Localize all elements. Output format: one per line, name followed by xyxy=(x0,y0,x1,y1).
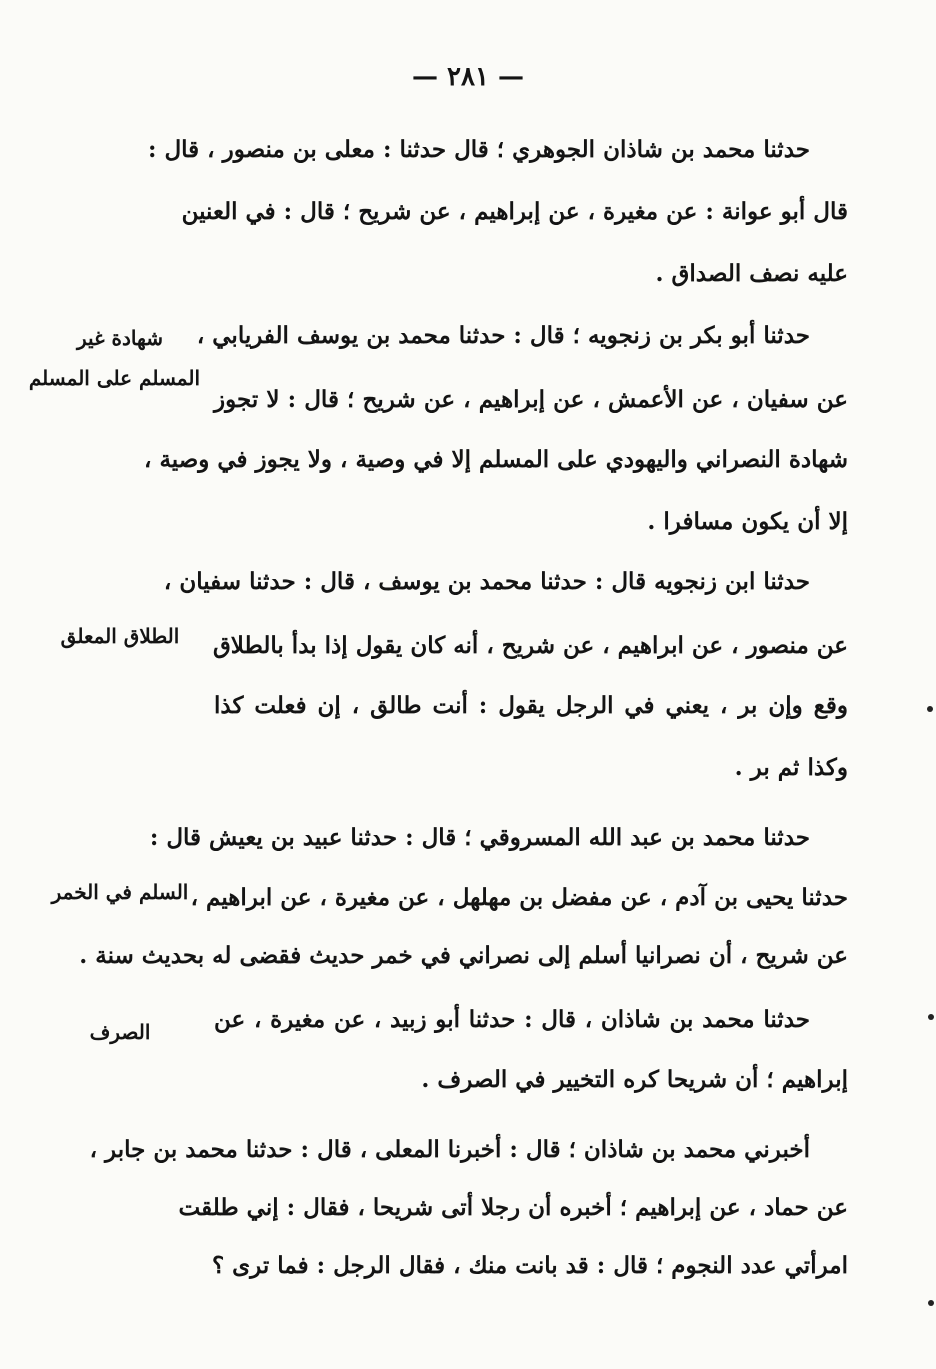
text-line: حدثنا محمد بن شاذان الجوهري ؛ قال حدثنا : معلى بن منصور ، قال : xyxy=(147,136,810,163)
text-line: عن شريح ، أن نصرانيا أسلم إلى نصراني في خمر حديث فقضى له بحديث سنة . xyxy=(79,942,848,969)
margin-note-3 xyxy=(40,872,200,912)
text-line: حدثنا محمد بن عبد الله المسروقي ؛ قال : حدثنا عبيد بن يعيش قال : xyxy=(149,824,810,851)
text-line: وكذا ثم بر . xyxy=(734,754,848,781)
scan-speck xyxy=(928,1300,934,1306)
margin-note-1 xyxy=(28,318,200,398)
text-line: أخبرني محمد بن شاذان ؛ قال : أخبرنا المعلى ، قال : حدثنا محمد بن جابر ، xyxy=(89,1136,810,1163)
text-line: قال أبو عوانة : عن مغيرة ، عن إبراهيم ، عن شريح ؛ قال : في العنين xyxy=(181,198,848,225)
text-line: حدثنا أبو بكر بن زنجويه ؛ قال : حدثنا محمد بن يوسف الفريابي ، xyxy=(196,322,810,349)
text-line: إبراهيم ؛ أن شريحا كره التخيير في الصرف . xyxy=(421,1066,848,1093)
text-line: حدثنا يحيى بن آدم ، عن مفضل بن مهلهل ، عن مغيرة ، عن ابراهيم ، xyxy=(190,884,848,911)
page-number: — ٢٨١ — xyxy=(411,62,525,92)
scan-speck xyxy=(928,1014,934,1020)
margin-note-line: الطلاق المعلق xyxy=(60,624,180,648)
scan-speck xyxy=(927,706,933,712)
text-line: شهادة النصراني واليهودي على المسلم إلا في وصية ، ولا يجوز في وصية ، xyxy=(144,446,848,473)
text-line: وقع وإن بر ، يعني في الرجل يقول : أنت طالق ، إن فعلت كذا xyxy=(214,692,848,719)
text-line: حدثنا ابن زنجويه قال : حدثنا محمد بن يوسف ، قال : حدثنا سفيان ، xyxy=(163,568,810,595)
text-line: حدثنا محمد بن شاذان ، قال : حدثنا أبو زبيد ، عن مغيرة ، عن xyxy=(214,1006,810,1033)
text-line: عليه نصف الصداق . xyxy=(655,260,848,287)
margin-note-line: شهادة غير xyxy=(77,326,163,350)
text-line: عن حماد ، عن إبراهيم ؛ أخبره أن رجلا أتى شريحا ، فقال : إني طلقت xyxy=(178,1194,848,1221)
margin-note-line: المسلم على المسلم xyxy=(28,366,200,390)
margin-note-2 xyxy=(40,616,200,656)
margin-note-line: السلم في الخمر xyxy=(51,880,189,904)
text-line: عن سفيان ، عن الأعمش ، عن إبراهيم ، عن شريح ؛ قال : لا تجوز xyxy=(214,386,848,413)
text-line: إلا أن يكون مسافرا . xyxy=(647,508,848,535)
text-line: عن منصور ، عن ابراهيم ، عن شريح ، أنه كان يقول إذا بدأ بالطلاق xyxy=(212,632,848,659)
margin-note-line: الصرف xyxy=(89,1020,151,1044)
margin-note-4 xyxy=(40,1012,200,1052)
text-line: امرأتي عدد النجوم ؛ قال : قد بانت منك ، فقال الرجل : فما ترى ؟ xyxy=(211,1252,848,1279)
